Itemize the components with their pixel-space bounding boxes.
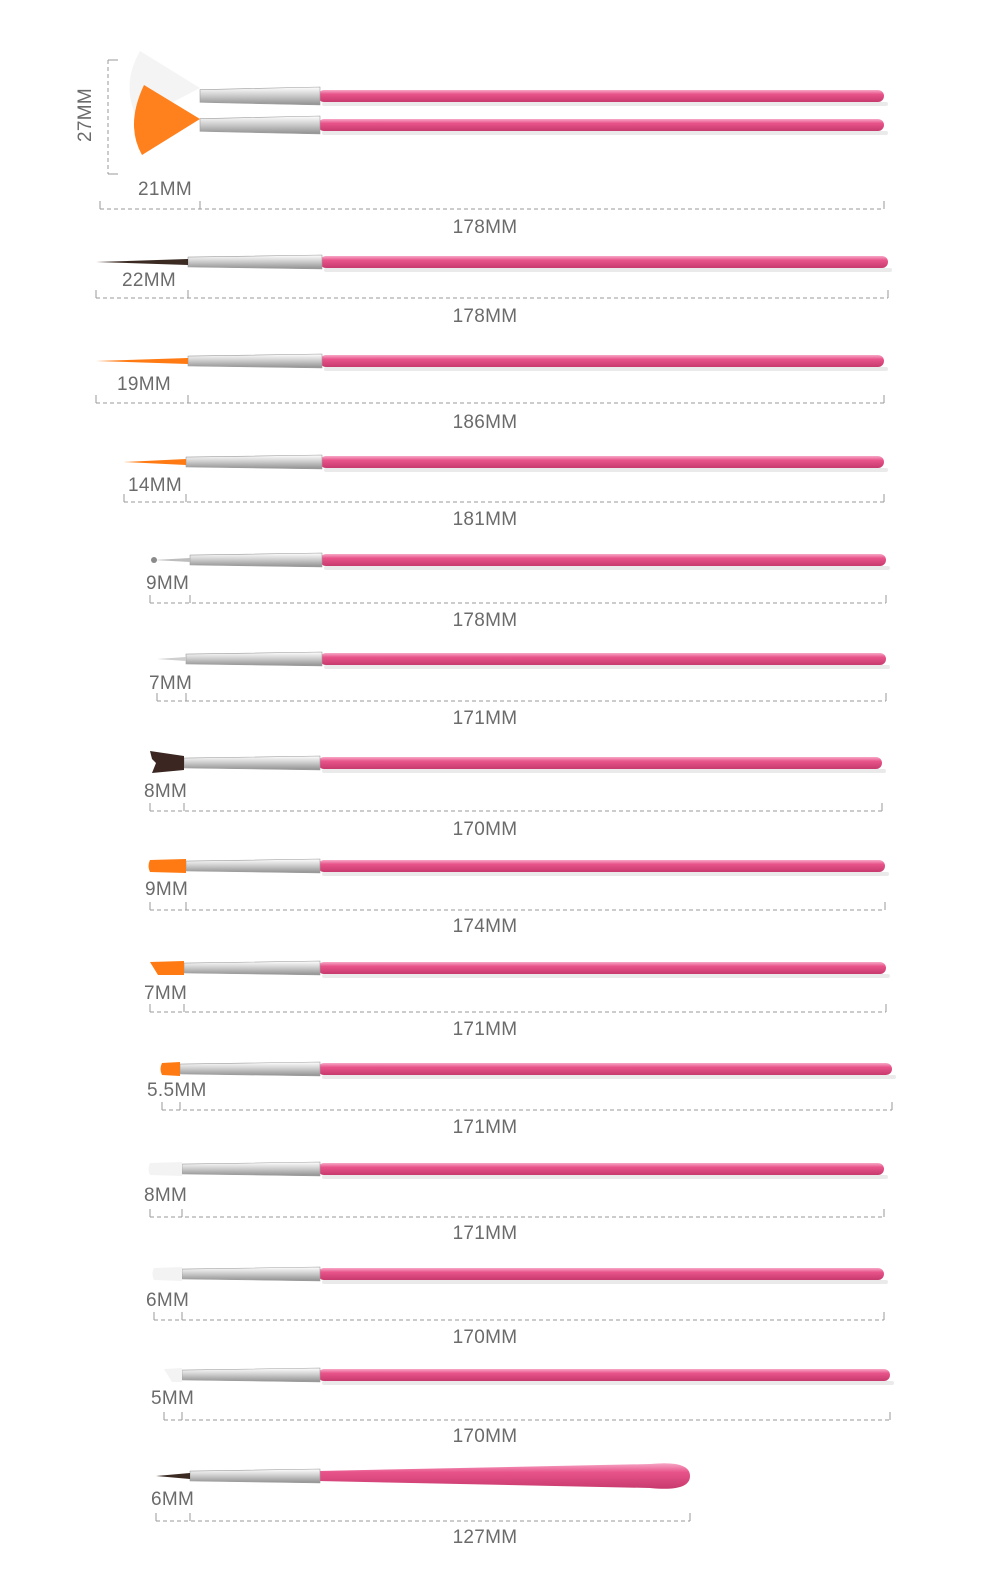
total-length-label: 178MM: [452, 306, 518, 327]
tip-length-label: 7MM: [149, 673, 193, 694]
brush-handle: [318, 119, 884, 131]
brush-bristles: [157, 657, 186, 661]
brush-ferrule: [200, 87, 320, 105]
total-length-label: 178MM: [452, 610, 518, 631]
brush-ferrule: [182, 1267, 320, 1281]
total-length-label: 178MM: [452, 217, 518, 238]
brush-ferrule: [190, 1469, 320, 1483]
brush-ferrule: [180, 1062, 320, 1076]
brush-12: [153, 1267, 889, 1320]
brush-4: [124, 455, 888, 502]
handle-shadow: [322, 1381, 894, 1385]
brush-10: [161, 1062, 897, 1110]
handle-shadow: [324, 566, 890, 570]
brush-bristles: [153, 1267, 183, 1281]
tip-length-label: 8MM: [144, 1185, 188, 1206]
brush-ferrule: [188, 354, 322, 368]
brush-ferrule: [184, 961, 320, 975]
dotting-ball: [151, 557, 157, 563]
brush-bristles: [154, 558, 190, 562]
tip-length-label: 9MM: [145, 879, 189, 900]
handle-shadow: [322, 131, 888, 135]
total-length-label: 171MM: [452, 1019, 518, 1040]
total-length-label: 170MM: [452, 1327, 518, 1348]
brush-ferrule: [186, 859, 320, 873]
brush-handle: [318, 1369, 890, 1381]
brush-ferrule: [186, 652, 322, 666]
tip-length-label: 7MM: [144, 983, 188, 1004]
total-length-label: 181MM: [452, 509, 518, 530]
brush-handle: [318, 1063, 892, 1075]
brush-handle: [320, 355, 884, 367]
tip-length-label: 14MM: [128, 475, 182, 496]
brush-bristles: [150, 751, 184, 773]
handle-shadow: [324, 665, 890, 669]
brush-5: [150, 553, 890, 603]
total-length-label: 127MM: [452, 1527, 518, 1548]
handle-shadow: [324, 468, 888, 472]
head-height-label: 27MM: [75, 88, 96, 142]
brush-handle: [320, 653, 886, 665]
handle-shadow: [324, 367, 888, 371]
total-length-label: 170MM: [452, 1426, 518, 1447]
brush-bristles: [149, 1162, 183, 1176]
tip-length-label: 21MM: [138, 179, 192, 200]
tip-length-label: 6MM: [151, 1489, 195, 1510]
brush-1: [100, 51, 888, 209]
tip-length-label: 6MM: [146, 1290, 190, 1311]
brush-6: [157, 652, 890, 701]
brush-handle: [320, 256, 888, 268]
handle-shadow: [322, 872, 889, 876]
handle-shadow: [322, 1175, 888, 1179]
brush-ferrule: [182, 1162, 320, 1176]
brush-ferrule: [186, 455, 322, 469]
handle-shadow: [322, 974, 890, 978]
brush-bristles: [96, 259, 188, 265]
tip-length-label: 5MM: [151, 1388, 195, 1409]
brush-bristles: [164, 1368, 182, 1382]
brush-ferrule: [200, 116, 320, 134]
total-length-label: 171MM: [452, 1117, 518, 1138]
handle-shadow: [322, 1280, 888, 1284]
brush-bristles: [161, 1062, 181, 1076]
tip-length-label: 8MM: [144, 781, 188, 802]
brush-9: [150, 961, 890, 1012]
tip-length-label: 22MM: [122, 270, 176, 291]
brush-handle: [318, 90, 884, 102]
brush-handle: [318, 962, 886, 974]
brush-ferrule: [184, 756, 320, 770]
brush-bristles: [96, 358, 188, 364]
handle-shadow: [324, 268, 892, 272]
brush-handle: [320, 554, 886, 566]
handle-shadow: [322, 1075, 896, 1079]
brush-bristles: [150, 961, 184, 975]
total-length-label: 174MM: [452, 916, 518, 937]
handle-shadow: [322, 769, 886, 773]
brush-13: [164, 1368, 894, 1420]
brush-handle: [318, 1163, 884, 1175]
brush-bristles: [156, 1473, 190, 1479]
total-length-label: 171MM: [452, 1223, 518, 1244]
tip-length-label: 19MM: [117, 374, 171, 395]
handle-shadow: [322, 102, 888, 106]
brush-8: [149, 859, 890, 910]
brush-handle: [318, 1268, 884, 1280]
brush-handle: [320, 456, 884, 468]
brush-14: [156, 1463, 690, 1521]
brush-ferrule: [188, 255, 322, 269]
brush-ferrule: [182, 1368, 320, 1382]
brush-handle: [318, 1463, 690, 1489]
tip-length-label: 5.5MM: [147, 1080, 207, 1101]
brush-handle: [318, 860, 885, 872]
brush-bristles: [149, 859, 187, 873]
brush-3: [96, 354, 888, 403]
tip-length-label: 9MM: [146, 573, 190, 594]
total-length-label: 186MM: [452, 412, 518, 433]
brush-2: [96, 255, 892, 298]
brush-7: [150, 751, 886, 811]
total-length-label: 171MM: [452, 708, 518, 729]
brush-handle: [318, 757, 882, 769]
brush-ferrule: [190, 553, 322, 567]
brush-11: [149, 1162, 889, 1217]
brush-bristles: [124, 459, 186, 465]
total-length-label: 170MM: [452, 819, 518, 840]
